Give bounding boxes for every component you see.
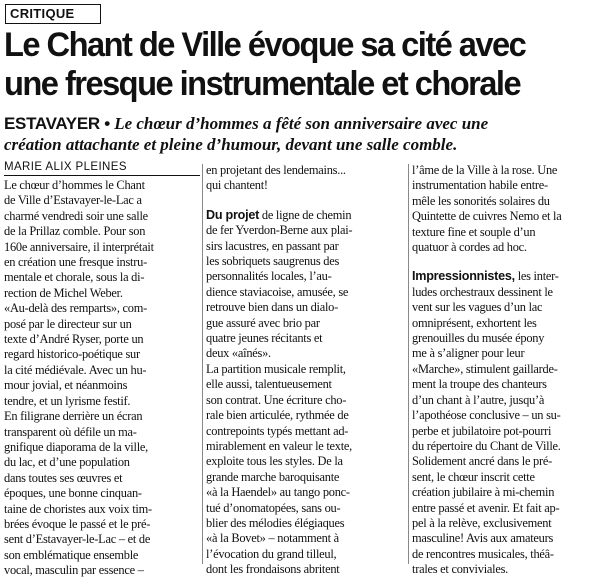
text-line: sent d’Estavayer-le-Lac – et de: [4, 532, 151, 547]
text-line: de rencontres musicales, théâ-: [412, 546, 554, 561]
text-line: tué d’onomatopées, sans ou-: [206, 500, 341, 515]
column-divider: [408, 164, 409, 564]
text-line: sent, le chœur inscrit cette: [412, 469, 535, 484]
text-line: la cité médiévale. Avec un hu-: [4, 362, 147, 377]
lead-line: Le chœur d’hommes a fêté son anniversaire avec une: [114, 114, 489, 133]
headline-line: une fresque instrumentale et chorale: [4, 65, 521, 103]
text-line: gnifique diaporama de la ville,: [4, 439, 148, 454]
text-line: instrumentation habile entre-: [412, 178, 548, 193]
text-line: taine de choristes aux voix tim-: [4, 501, 152, 516]
text-line: de fer Yverdon-Berne aux plai-: [206, 223, 353, 238]
text-line: tendre, et un lyrisme festif.: [4, 393, 131, 408]
text-line: quatuor à cordes ad hoc.: [412, 240, 527, 255]
text-line: ment la troupe des chanteurs: [412, 377, 547, 392]
lead-line: création attachante et pleine d’humour, devant une salle comble.: [4, 135, 458, 154]
lead-place: ESTAVAYER •: [4, 114, 110, 133]
text-line: dience staviacoise, amusée, se: [206, 284, 349, 299]
text-line: contrepoints typés mettant ad-: [206, 423, 349, 438]
text-line: mêle les sonorités solaires du: [412, 193, 550, 208]
text-line: [206, 208, 402, 223]
text-line: les sobriquets saugrenus des: [206, 254, 340, 269]
text-line: pel à la relève, exclusivement: [412, 515, 552, 530]
text-line: brées évoque le passé et le pré-: [4, 516, 151, 531]
text-line: vent sur les vagues d’un lac: [412, 300, 543, 315]
lead-paragraph: [4, 113, 598, 155]
text-line: rale bien articulée, rythmée de: [206, 408, 349, 423]
column-2: [206, 163, 402, 578]
text-line: entre passé et avenir. Et fait ap-: [412, 500, 560, 515]
text-line: texture fine et souple d’un: [412, 224, 536, 239]
column-1: [4, 178, 200, 579]
text-line: du répertoire du Chant de Ville.: [412, 438, 561, 453]
text-line: ludes orchestraux dessinent le: [412, 284, 553, 299]
text-line: l’évocation du grand tilleul,: [206, 546, 337, 561]
text-line: grenouilles du musée épony: [412, 331, 545, 346]
text-line: l’âme de la Ville à la rose. Une: [412, 163, 558, 177]
headline-line: Le Chant de Ville évoque sa cité avec: [4, 26, 526, 64]
text-line: sirs lacustres, en passant par: [206, 238, 339, 253]
text-line: époques, une bonne cinquan-: [4, 486, 142, 501]
text-line: de la Prillaz comble. Pour son: [4, 224, 146, 239]
text-line: En filigrane derrière un écran: [4, 409, 143, 424]
text-line: rection de Michel Weber.: [4, 285, 123, 300]
text-line: trales et conviviales.: [412, 562, 508, 577]
text-line: me à s’aligner pour leur: [412, 346, 525, 361]
text-line: dans toutes ses œuvres et: [4, 470, 123, 485]
text-line: Quintette de cuivres Nemo et la: [412, 209, 562, 224]
text-line: 160e anniversaire, il interprétait: [4, 239, 154, 254]
text-line: de Ville d’Estavayer-le-Lac a: [4, 193, 142, 208]
text-line: d’un chant à l’autre, jusqu’à: [412, 392, 545, 407]
text-line: «Marche», stimulent gaillarde-: [412, 361, 558, 376]
text-line: omniprésent, exhortent les: [412, 315, 537, 330]
text-line: [412, 269, 598, 284]
paragraph-lead-word: Impressionnistes,: [412, 269, 515, 284]
text-line: gue assuré avec brio par: [206, 315, 320, 330]
text-line: en création une fresque instru-: [4, 255, 147, 270]
text-line: posé par le directeur sur un: [4, 316, 132, 331]
text-line: La partition musicale remplit,: [206, 361, 346, 376]
column-3: [412, 163, 598, 578]
byline: MARIE ALIX PLEINES: [4, 160, 200, 176]
text-line: qui chantent!: [206, 178, 268, 193]
text-line: personnalités locales, l’au-: [206, 269, 332, 284]
text-line: son emblématique ensemble: [4, 547, 139, 562]
text-line: dont les frondaisons abritent: [206, 562, 340, 577]
text-line: texte d’André Ryser, porte un: [4, 332, 144, 347]
text-line: vocal, masculin par essence –: [4, 563, 144, 578]
text-line: du lac, et d’une population: [4, 455, 130, 470]
text-line: Le chœur d’hommes le Chant: [4, 178, 145, 192]
text-line: perbe et jubilatoire pot-pourri: [412, 423, 552, 438]
text-line: l’apothéose conclusive – un su-: [412, 408, 561, 423]
text-line: création jubilaire à mi-chemin: [412, 485, 555, 500]
text-line: mirablement en valeur le texte,: [206, 438, 353, 453]
text-line: «à la Bovet» – notamment à: [206, 531, 339, 546]
rubric-label: CRITIQUE: [5, 4, 101, 24]
text-line: deux «aînés».: [206, 346, 271, 361]
text-line: masculine! Avis aux amateurs: [412, 531, 554, 546]
text-fragment: de ligne de chemin: [259, 207, 352, 222]
text-line: mentale et chorale, sous la di-: [4, 270, 145, 285]
text-line: grande marche baroquisante: [206, 469, 340, 484]
headline: [4, 26, 574, 104]
text-line: charmé vendredi soir une salle: [4, 208, 148, 223]
text-line: mour jovial, et néanmoins: [4, 378, 128, 393]
text-fragment: les inter-: [514, 269, 559, 284]
text-line: blier des mélodies élégiaques: [206, 515, 345, 530]
text-line: son contrat. Une écriture cho-: [206, 392, 347, 407]
text-line: quatre jeunes récitants et: [206, 331, 323, 346]
text-line: Solidement ancré dans le pré-: [412, 454, 553, 469]
column-divider: [202, 164, 203, 564]
paragraph-lead-word: Du projet: [206, 207, 260, 222]
text-line: retrouve bien dans un dialo-: [206, 300, 339, 315]
text-line: regard historico-poétique sur: [4, 347, 140, 362]
text-line: «à la Haendel» au tango ponc-: [206, 485, 350, 500]
text-line: en projetant des lendemains...: [206, 163, 346, 177]
text-line: transparent où défile un ma-: [4, 424, 137, 439]
text-line: exploite tous les styles. De la: [206, 454, 343, 469]
text-line: «Au-delà des remparts», com-: [4, 301, 148, 316]
text-line: elle aussi, talentueusement: [206, 377, 332, 392]
